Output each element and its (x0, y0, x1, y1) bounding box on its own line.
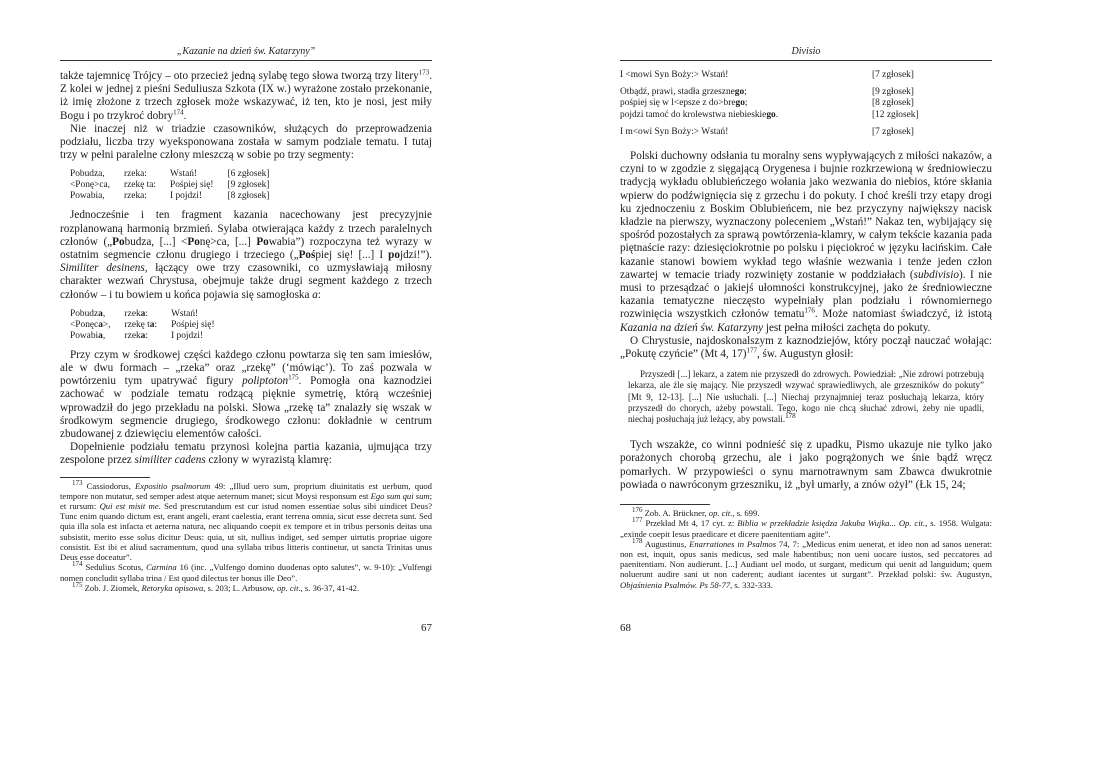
left-running-head: „Kazanie na dzień św. Katarzyny” (176, 46, 316, 57)
table-row: Pobudza, rzeka: Wstań! [6 zgłosek] (70, 169, 270, 180)
footnote-174: $^{174}$ Sedulius Scotus, Carmina 16 (inc. „Vulfengo domino duodenas opto salutes”, w. 9-10): „Vulfengi nomen concludit syllaba trina / Est quod dilectus ter bonus ille Deo”. (60, 560, 433, 583)
right-footnote-rule (620, 504, 710, 505)
right-footnotes (620, 508, 992, 590)
footnote-ref-177[interactable]: 177 (746, 346, 757, 355)
table-row: <Ponęca>, rzekę ta: Pośpiej się! (70, 319, 215, 330)
table-row: Pobudza, rzeka: Wstań! (70, 308, 199, 319)
left-footnotes (60, 478, 433, 593)
right-head-rule (620, 60, 992, 61)
right-page-number: 68 (620, 622, 631, 634)
left-paragraph-2: Nie inaczej niż w triadzie czasowników, służących do przeprowadzenia podziału, liczba trzy wyeksponowana została w samym podziale tematu. I tutaj trzy w pełni paralelne człony mieszczą w sobie po trzy segmenty: (60, 122, 432, 162)
left-body (60, 70, 432, 593)
footnote-ref-173[interactable]: 173 (418, 68, 430, 77)
left-page-number: 67 (421, 622, 432, 634)
table-row: Powabia, rzeka: I pojdzi! [8 zgłosek] (70, 191, 270, 202)
right-paragraph-2: O Chrystusie, najdoskonalszym z kaznodziejów, który począł nauczać wołając: „Pokutę czyńcie” (Mt 4, 17)$^{177}$, św. Augustyn głosił: (620, 334, 992, 361)
segment-table-syllables (70, 169, 283, 202)
right-running-head: Divisio (791, 46, 821, 57)
table-row: Otbądź, prawi, stadła grzesznego; [9 zgłosek] (620, 87, 914, 98)
footnote-ref-178[interactable]: 178 (785, 412, 796, 421)
left-paragraph-1: także tajemnicę Trójcy – oto przecież jedną sylabę tego słowa tworzą trzy litery$^{173}$. Z kolei w jednej z pieśni Seduliusza Szkota (IX w.) wyrażone zostało przekonanie, iż imię złożone z trzech zgłosek może wskazywać, iż ten, kto je nosi, jest miły Bogu i po trzykroć dobry$^{174}$. (60, 68, 432, 122)
table-row: pośpiej się w l<epsze z do>brego; [8 zgłosek] (620, 98, 914, 109)
footnote-173: $^{173}$ Cassiodorus, Expositio psalmorum 49: „Illud uero sum, proprium diuinitatis est uerbum, quod tempore non mutatur, sed semper adest atque aeternum manet; sicut Moysi responsum est Ego sum qui sum; et rursum: Qui est misit me. Sed prescrutandum est cur istud nomen essentiae solus sibi uindicet Deus? Tunc enim quando dictum est, erant angeli, erant caelestia, erant terrena omnia, sicut esse decreta sunt. Sed quia illa sola est infacta et aeterna natura, nec aliquando coepit ex tempore et in tribus personis deitas una subsistit, merito esse solus dicitur Deus: quia, ut sit, nullius indiget, sed semper uirtutis propriae uigore consistit. Est ibi et aliud sacramentum, quod una syllaba tribus litteris continetur, ut sancta Trinitas unus Deus esse doceatur”. (60, 478, 433, 563)
left-paragraph-5: Dopełnienie podziału tematu przynosi kolejna partia kazania, ujmująca trzy zespolone przez similiter cadens człony w wyrazistą klamrę: (60, 441, 432, 467)
segment-table-endings (70, 309, 229, 342)
right-paragraph-1: Polski duchowny odsłania tu moralny sens wypływających z miłości nakazów, a czyni to w zgodzie z sięgającą Orygenesa i bujnie rozkrzewioną w średniowieczu tradycją wykładu oblubieńczego wołania jako wezwania do niebios, które skłania wpierw do podźwignięcia się z grzechu i do pokuty. I choć kreśli trzy etapy drogi ku zjednoczeniu z Boskim Oblubieńcem, nie bez przyczyny największy nacisk kładzie na pierwszy, wyznaczony poleceniem „Wstań!” Nakaz ten, wybijający się spośród pozostałych za sprawą powtórzenia-klamry, w całym tekście kazania pada piętnaście razy: dziesięciokrotnie po polsku i pięciokroć w języku łacińskim. Całe kazanie stanowi bowiem wykład tego właśnie wezwania i tenże jeden człon zawartej w temacie triady rozwinięty zostanie w poddziałach (subdivisio). I nie musi to przesądzać o jakiejś ułomności konstrukcyjnej, jako że średniowieczne kazania tematyczne nieczęsto wypełniały plan podziału i równomiernego rozwinięcia wszystkich członów tematu$^{176}$. Może natomiast świadczyć, iż istotą Kazania na dzień św. Katarzyny jest pełna miłości zachęta do pokuty. (620, 150, 993, 334)
footnote-ref-174[interactable]: 174 (173, 107, 184, 116)
table-row: <Ponę>ca, rzekę ta: Pośpiej się! [9 zgłosek] (70, 180, 270, 191)
footnote-178: $^{178}$ Augustinus, Enarrationes in Psalmos 74, 7: „Medicus enim uenerat, et ideo non ad sanos uenerat: non est, inquit, opus sanis medicus, sed male habentibus; non ueni uocare iustos, sed peccatores ad paenitentiam. Non audierunt. [...] Audiant uel modo, ut surgant, medicum qui uenit ad languidum; quem noluerunt audire sani ut non caderent; audiant iacentes ut surgant”. Przekład polski: św. Augustyn, Objaśnienia Psalmów. Ps 58-77, s. 332-333. (620, 536, 992, 590)
block-quote: Przyszedł [...] lekarz, a zatem nie przyszedł do zdrowych. Powiedział: „Nie zdrowi potrzebują lekarza, ale źle się mający. Nie przyszedł wzywać sprawiedliwych, ale grzeszników do pokuty” [Mt 9, 12-13]. [...] Nie usłuchali. [...] Niechaj przynajmniej teraz posłuchają lekarza, który przyszedł do chorych, ażeby powstali. Tego, kogo nie chcą słuchać zdrowi, żeby nie upadli, niechaj posłuchają już leżący, aby powstali.$^{178}$ (628, 369, 984, 425)
left-paragraph-4: Przy czym w środkowej części każdego członu powtarza się ten sam imiesłów, ale w dwu formach – „rzeka” oraz „rzekę” (‘mówiąc’). To zaś pozwala w powtórzeniu tym upatrywać figury poliptoton$^{175}$. Pomogła ona kaznodziei zachować w podziale tematu rodzącą pięknie symetrię, którą wcześniej wprowadził do jego przekładu na polski. Słowa „rzekę ta” znalazły się wszak w środkowym segmencie drugiego, środkowego członu: dokładnie w centrum zbudowanej z dziewięciu elementów całości. (60, 348, 432, 441)
left-head-rule (60, 60, 432, 61)
footnote-176: $^{176}$ Zob. A. Brückner, op. cit., s. 699. (632, 506, 760, 519)
table-row: I m<owi Syn Boży:> Wstań! [7 zgłosek] (620, 126, 914, 137)
right-page (620, 0, 992, 777)
left-page (60, 0, 432, 777)
table-row: Powabia, rzeka: I pojdzi! (70, 330, 204, 341)
clasp-table (620, 70, 982, 138)
footnote-ref-176[interactable]: 176 (804, 306, 815, 315)
footnote-177: $^{177}$ Przekład Mt 4, 17 cyt. z: Biblia w przekładzie księdza Jakuba Wujka... Op. cit., s. 1958. Wulgata: „exinde coepit Iesus praedicare et dicere paenitentiam agite”. (620, 516, 993, 539)
left-paragraph-3: Jednocześnie i ten fragment kazania nacechowany jest precyzyjnie rozplanowaną harmonią brzmień. Sylaba otwierająca każdy z trzech paralelnych członów („Pobudza, [...] <Ponę>ca, [...] Powabia”) rozpoczyna też wyrazy w ostatnim segmencie członu drugiego i trzeciego („Pośpiej się! [...] I pojdzi!”). Similiter desinens, łączący owe trzy czasowniki, co uzmysławiają miłosny charakter wezwań Chrystusa, obejmuje także drugi segment każdego z trzech członów – i tu bowiem u końca pojawia się samogłoska a: (60, 209, 433, 301)
table-row: I <mowi Syn Boży:> Wstań! [7 zgłosek] (620, 70, 914, 80)
right-body (620, 70, 992, 590)
footnote-175: $^{175}$ Zob. J. Ziomek, Retoryka opisowa, s. 203; L. Arbusow, op. cit., s. 36-37, 41-42. (72, 580, 360, 593)
right-paragraph-3: Tych wszakże, co winni podnieść się z upadku, Pismo ukazuje nie tylko jako porażonych chorobą grzechu, ale i jako pogrążonych we śnie bądź wręcz pomarłych. W przypowieści o synu marnotrawnym sam Zbawca dwukrotnie powiada o nawróconym grzeszniku, iż „był umarły, a znów ożył” (Łk 15, 24; (620, 439, 992, 491)
table-row: pojdzi tamoć do krolewstwa niebieskiego. [12 zgłosek] (620, 109, 919, 120)
left-footnote-rule (60, 477, 150, 478)
footnote-ref-175[interactable]: 175 (288, 373, 299, 382)
